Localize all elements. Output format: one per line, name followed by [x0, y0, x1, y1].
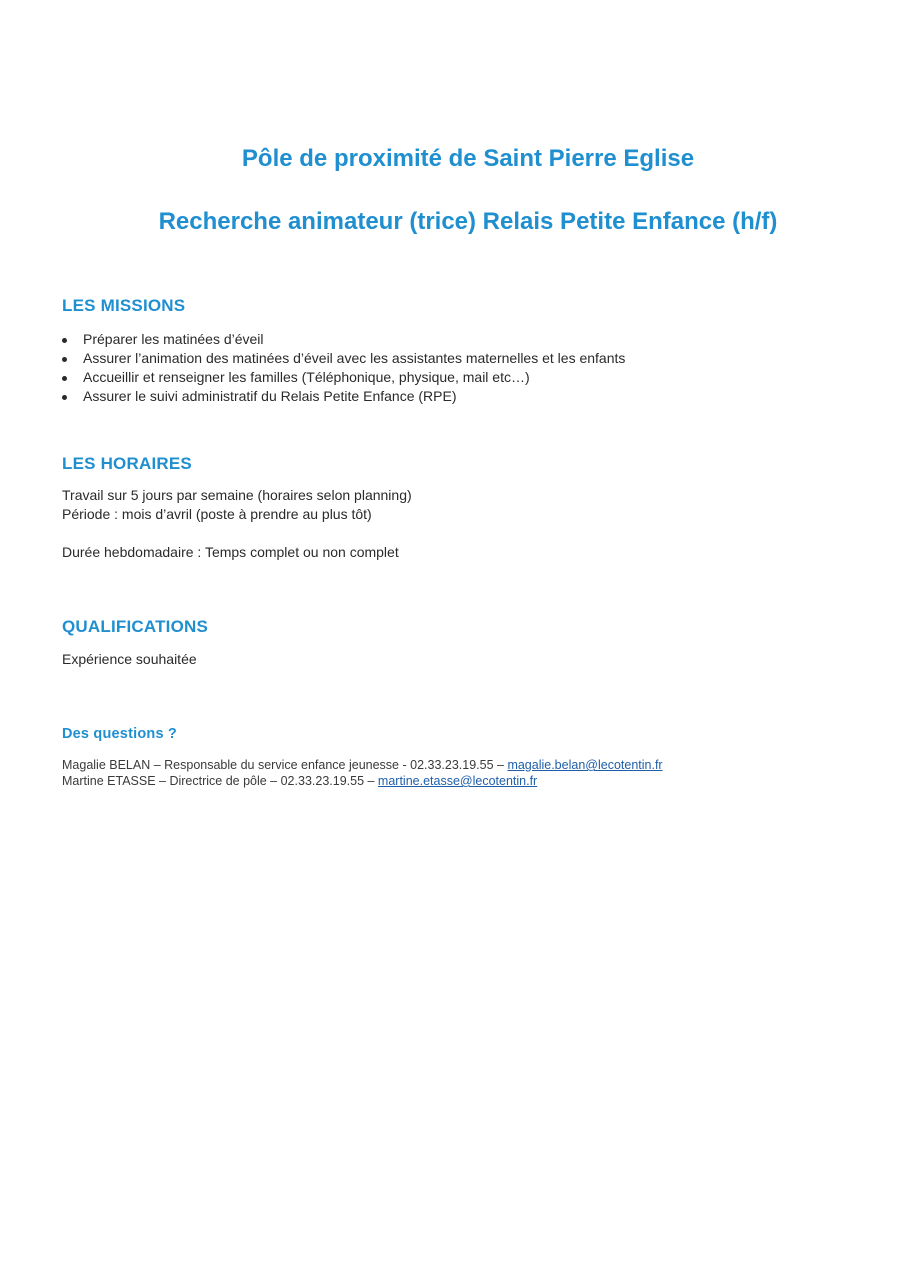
list-item: [62, 330, 625, 349]
missions-heading: LES MISSIONS: [62, 296, 186, 315]
contact-line: [62, 758, 663, 772]
mission-text: Accueillir et renseigner les familles (Téléphonique, physique, mail etc…): [83, 369, 530, 385]
questions-heading: Des questions ?: [62, 726, 177, 742]
mission-text: Assurer l’animation des matinées d’éveil avec les assistantes maternelles et les enfants: [83, 350, 626, 366]
email-link[interactable]: martine.etasse@lecotentin.fr: [377, 774, 538, 788]
bullet-icon: [62, 357, 67, 362]
horaires-period: Période : mois d’avril (poste à prendre au plus tôt): [62, 506, 372, 522]
bullet-icon: [62, 376, 67, 381]
list-item: [62, 349, 625, 368]
contact-line: [62, 774, 537, 788]
horaires-work-days: Travail sur 5 jours par semaine (horaires selon planning): [62, 487, 412, 503]
mission-text: Assurer le suivi administratif du Relais Petite Enfance (RPE): [83, 388, 457, 404]
horaires-heading: LES HORAIRES: [62, 454, 192, 473]
bullet-icon: [62, 338, 67, 343]
email-link[interactable]: magalie.belan@lecotentin.fr: [507, 758, 663, 772]
page-subtitle: Recherche animateur (trice) Relais Petite Enfance (h/f): [158, 208, 778, 235]
bullet-icon: [62, 395, 67, 400]
mission-text: Préparer les matinées d’éveil: [83, 331, 264, 347]
qualifications-text: Expérience souhaitée: [62, 651, 197, 667]
horaires-weekly-duration: Durée hebdomadaire : Temps complet ou non complet: [62, 544, 399, 560]
contact-text: Magalie BELAN – Responsable du service enfance jeunesse - 02.33.23.19.55 –: [62, 758, 508, 772]
qualifications-heading: QUALIFICATIONS: [62, 617, 209, 636]
page-title: Pôle de proximité de Saint Pierre Eglise: [241, 145, 695, 172]
list-item: [62, 368, 625, 387]
contact-text: Martine ETASSE – Directrice de pôle – 02.33.23.19.55 –: [62, 774, 378, 788]
list-item: [62, 387, 625, 406]
missions-list: [62, 330, 625, 406]
